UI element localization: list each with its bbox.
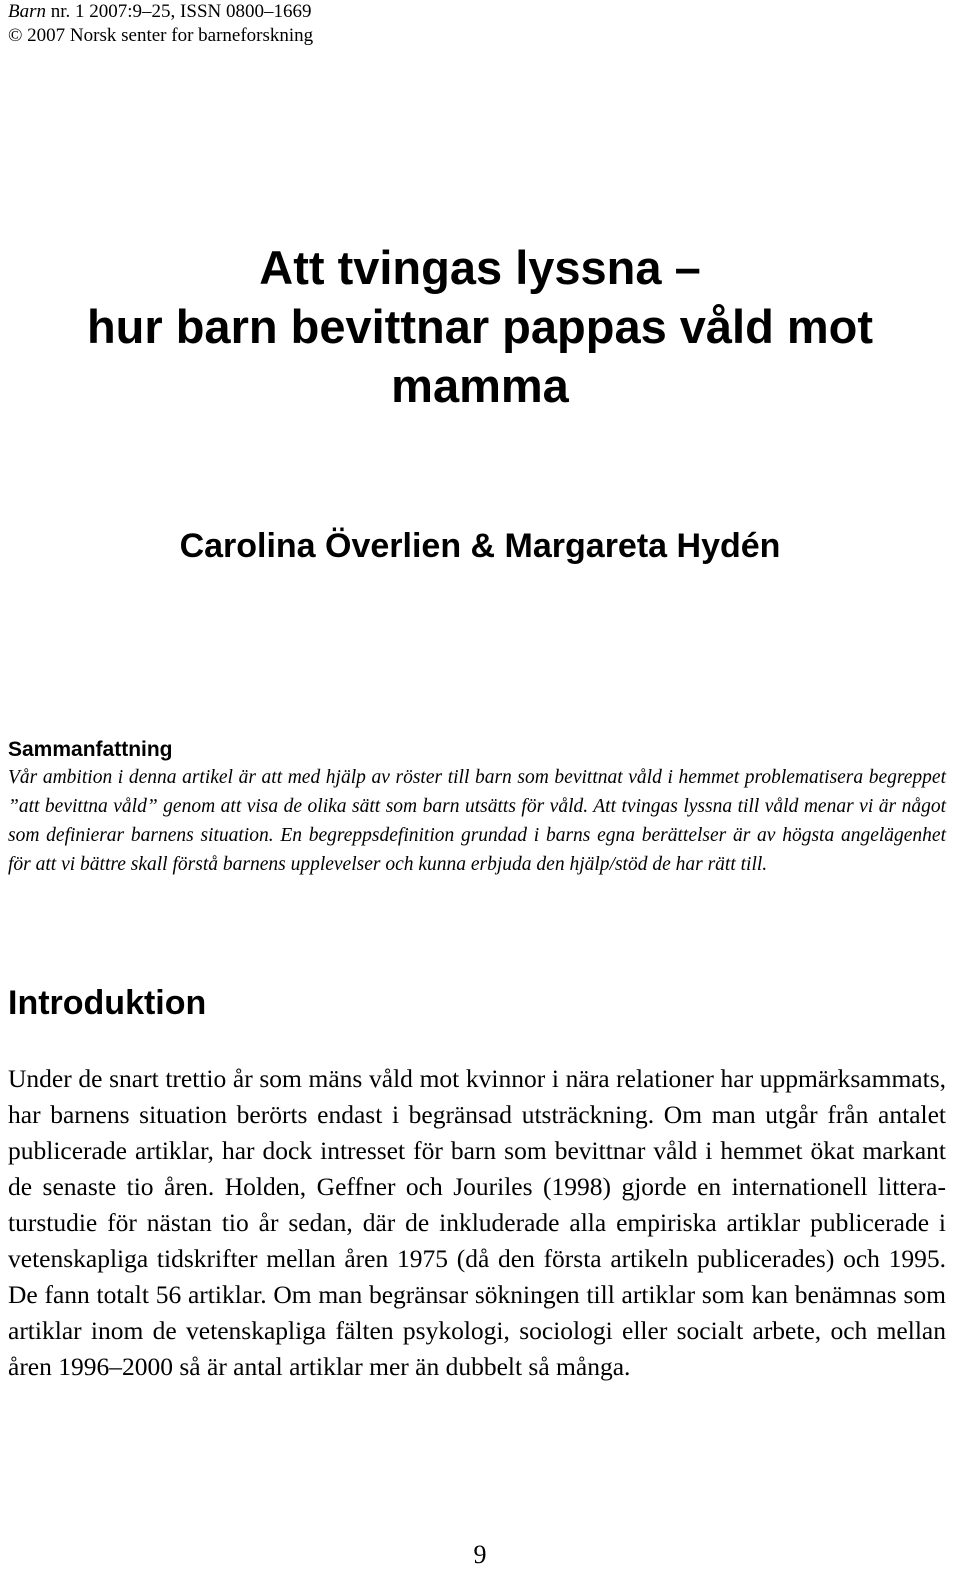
running-head bbox=[8, 0, 313, 48]
page-number: 9 bbox=[473, 1540, 487, 1569]
title-line-2: hur barn bevittnar pappas våld mot bbox=[86, 300, 874, 353]
abstract-text: Vår ambition i denna artikel är att med hjälp av röster till barn som bevittnat våld i hemmet problematisera begreppet ”att bevittna våld” genom att visa de olika sätt som barn utsätts för våld. Att tvingas lyssna till våld menar vi är något som definierar barnens situation. En begreppsdefinition grundad i barns egna berättelser är av högsta angelägenhet för att vi bättre skall förstå barnens upplevelser och kunna erbjuda den hjälp/stöd de har rätt till. bbox=[8, 767, 946, 875]
introduction-paragraph: Under de snart trettio år som mäns våld mot kvinnor i nära relationer har uppmärksammats, har barnens situation berörts endast i begränsad utsträckning. Om man utgår från antalet publicerade artiklar, har dock intresset för barn som bevittnar våld i hemmet ökat markant de senaste tio åren. Holden, Geffner och Jouriles (1998) gjorde en internationell litteraturstudie för nästan tio år sedan, där de inkluderade alla empiriska artiklar publicerade i vetenskapliga tidskrifter mellan åren 1975 (då den första artikeln publicerades) och 1995. De fann totalt 56 artiklar. Om man begränsar sökningen till artiklar som kan benämnas som artiklar inom de vetenskapliga fälten psykologi, sociologi eller socialt arbete, och mellan åren 1996–2000 så är antal artiklar mer än dubbelt så många. bbox=[8, 1064, 946, 1381]
article-authors: Carolina Överlien & Margareta Hydén bbox=[179, 527, 781, 565]
abstract-heading: Sammanfattning bbox=[8, 738, 173, 761]
introduction-heading: Introduktion bbox=[8, 984, 207, 1022]
journal-citation: nr. 1 2007:9–25, ISSN 0800–1669 bbox=[46, 1, 312, 22]
journal-name: Barn bbox=[8, 1, 46, 22]
title-line-3: mamma bbox=[391, 359, 569, 412]
copyright-line: © 2007 Norsk senter for barneforskning bbox=[8, 25, 314, 46]
title-line-1: Att tvingas lyssna – bbox=[259, 241, 701, 294]
article-title bbox=[0, 238, 960, 415]
